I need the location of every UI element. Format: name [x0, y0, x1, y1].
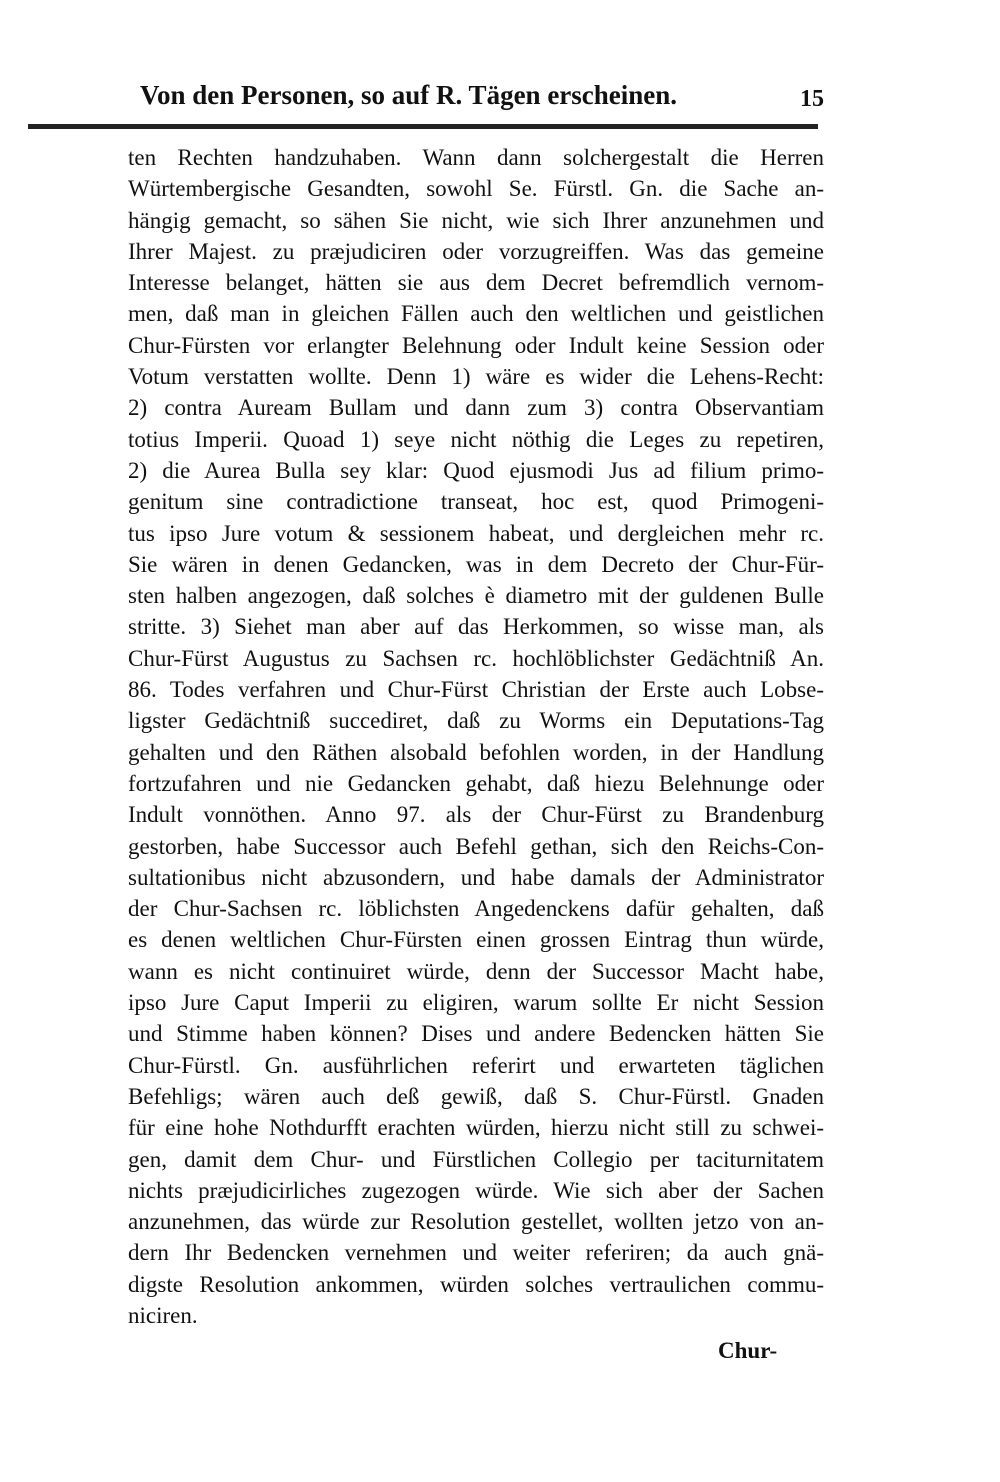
text-line: Ihrer Majest. zu præjudiciren oder vorzugreiffen. Was das gemeine: [128, 238, 824, 264]
text-line: nichts præjudicirliches zugezogen würde. Wie sich aber der Sachen: [128, 1177, 824, 1203]
catchword: Chur-: [718, 1338, 778, 1363]
text-line: anzunehmen, das würde zur Resolution gestellet, wollten jetzo von an-: [128, 1209, 824, 1235]
text-line: Würtembergische Gesandten, sowohl Se. Fürstl. Gn. die Sache an-: [128, 176, 824, 202]
text-line: gen, damit dem Chur- und Fürstlichen Collegio per taciturnitatem: [128, 1146, 824, 1172]
text-line: digste Resolution ankommen, würden solches vertraulichen commu-: [128, 1271, 824, 1297]
text-line: fortzufahren und nie Gedancken gehabt, daß hiezu Belehnunge oder: [128, 770, 824, 796]
text-line: gehalten und den Räthen alsobald befohlen worden, in der Handlung: [128, 739, 824, 765]
text-line: Votum verstatten wollte. Denn 1) wäre es wider die Lehens-Recht:: [128, 364, 824, 390]
text-line: Indult vonnöthen. Anno 97. als der Chur-Fürst zu Brandenburg: [128, 802, 824, 828]
text-line: 86. Todes verfahren und Chur-Fürst Christian der Erste auch Lobse-: [128, 677, 824, 703]
text-line: totius Imperii. Quoad 1) seye nicht nöthig die Leges zu repetiren,: [128, 426, 824, 452]
text-line: stritte. 3) Siehet man aber auf das Herkommen, so wisse man, als: [128, 614, 824, 640]
text-line: Interesse belanget, hätten sie aus dem Decret befremdlich vernom-: [128, 270, 824, 296]
text-line: und Stimme haben können? Dises und andere Bedencken hätten Sie: [128, 1021, 824, 1047]
text-line: ligster Gedächtniß succediret, daß zu Worms ein Deputations-Tag: [128, 708, 824, 734]
text-line: dern Ihr Bedencken vernehmen und weiter referiren; da auch gnä-: [128, 1240, 824, 1266]
text-line: ipso Jure Caput Imperii zu eligiren, warum sollte Er nicht Session: [128, 990, 824, 1016]
text-line: sten halben angezogen, daß solches è diametro mit der guldenen Bulle: [128, 583, 824, 609]
text-line: sultationibus nicht abzusondern, und habe damals der Administrator: [128, 864, 824, 890]
text-line: Chur-Fürsten vor erlangter Belehnung oder Indult keine Session oder: [128, 332, 824, 358]
text-line: gestorben, habe Successor auch Befehl gethan, sich den Reichs-Con-: [128, 833, 824, 859]
page-number: 15: [800, 86, 824, 112]
text-line: ten Rechten handzuhaben. Wann dann solchergestalt die Herren: [128, 145, 824, 170]
text-line: Chur-Fürst Augustus zu Sachsen rc. hochlöblichster Gedächtniß An.: [128, 645, 824, 671]
text-line: Befehligs; wären auch deß gewiß, daß S. Chur-Fürstl. Gnaden: [128, 1083, 824, 1109]
running-title: Von den Personen, so auf R. Tägen erscheinen.: [140, 80, 678, 110]
text-line: der Chur-Sachsen rc. löblichsten Angedenckens dafür gehalten, daß: [128, 896, 824, 922]
header-rule: [28, 124, 818, 129]
text-line: niciren.: [128, 1302, 198, 1328]
text-line: tus ipso Jure votum & sessionem habeat, und dergleichen mehr rc.: [128, 520, 824, 546]
text-line: 2) contra Auream Bullam und dann zum 3) contra Observantiam: [128, 395, 824, 421]
text-line: Sie wären in denen Gedancken, was in dem Decreto der Chur-Für-: [128, 551, 824, 577]
body-text: [128, 142, 824, 1331]
text-line: genitum sine contradictione transeat, hoc est, quod Primogeni-: [128, 489, 824, 515]
text-line: es denen weltlichen Chur-Fürsten einen grossen Eintrag thun würde,: [128, 927, 824, 953]
text-line: 2) die Aurea Bulla sey klar: Quod ejusmodi Jus ad filium primo-: [128, 457, 824, 483]
text-line: wann es nicht continuiret würde, denn der Successor Macht habe,: [128, 958, 824, 984]
text-line: Chur-Fürstl. Gn. ausführlichen referirt und erwarteten täglichen: [128, 1052, 824, 1078]
text-line: hängig gemacht, so sähen Sie nicht, wie sich Ihrer anzunehmen und: [128, 207, 824, 233]
text-line: für eine hohe Nothdurfft erachten würden, hierzu nicht still zu schwei-: [128, 1115, 824, 1141]
text-line: men, daß man in gleichen Fällen auch den weltlichen und geistlichen: [128, 301, 824, 327]
